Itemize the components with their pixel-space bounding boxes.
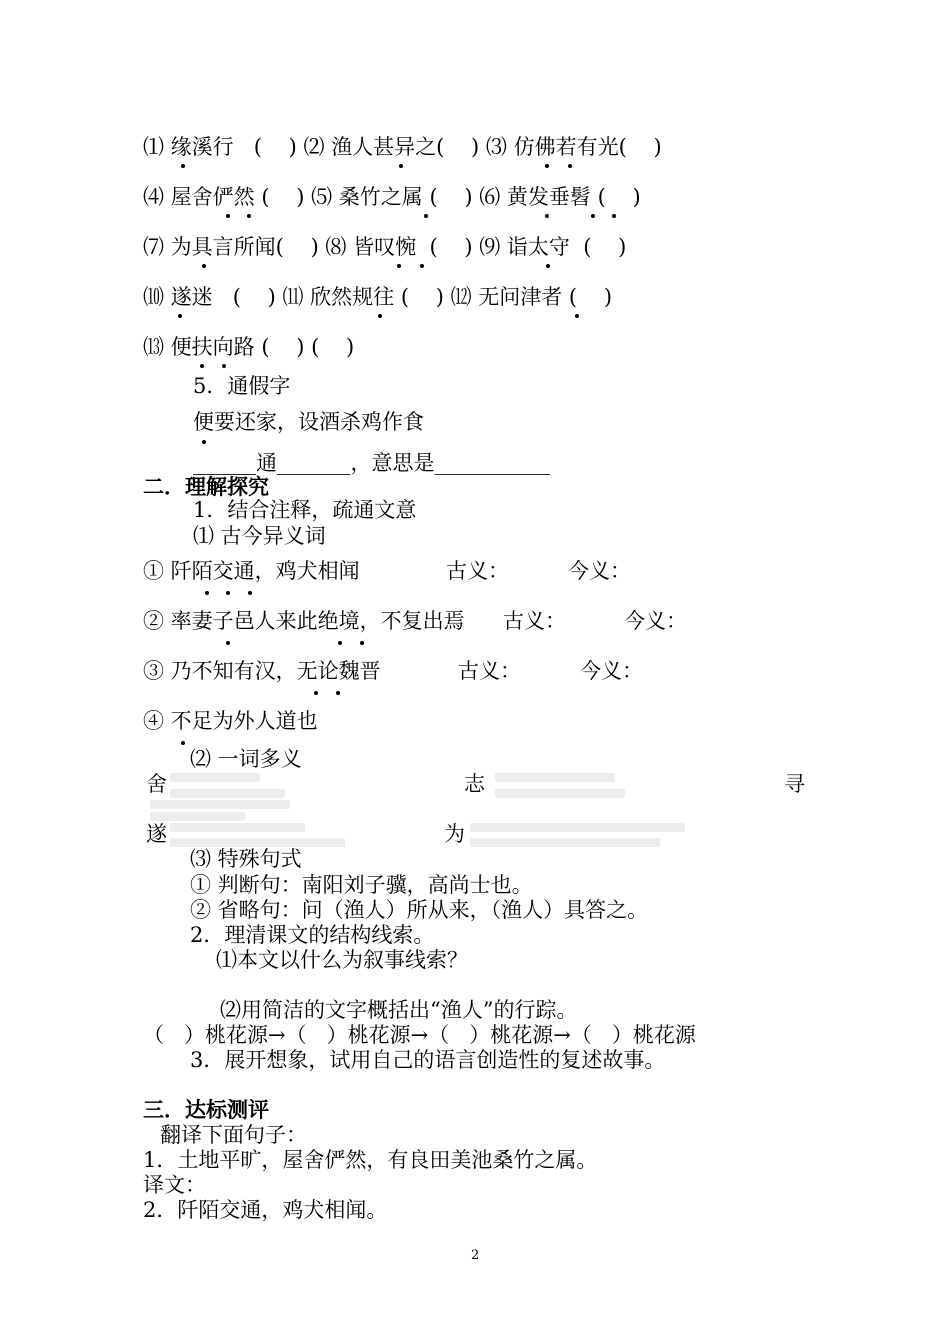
modern-meaning-label: 今义： <box>580 659 643 683</box>
word-item-line-5: ⒀ 便扶向路 ( ) ( ) <box>143 335 355 359</box>
part-heading: 三．达标测评 <box>143 1098 269 1122</box>
polysemy-word: 遂 <box>146 822 167 846</box>
modern-meaning-label: 今义： <box>624 609 687 633</box>
sub-question: ⑴ 古今异义词 <box>193 524 326 548</box>
example-sentence: 便要还家，设酒杀鸡作食 <box>193 410 424 434</box>
sentence-pattern: ② 省略句：问（渔人）所从来，（渔人）具答之。 <box>190 898 649 922</box>
sub-question: ⑵ 一词多义 <box>190 747 302 771</box>
instruction: 翻译下面句子： <box>160 1123 307 1147</box>
route-blanks: （ ）桃花源→（ ）桃花源→（ ）桃花源→（ ）桃花源 <box>143 1023 696 1047</box>
translation-item: 2．阡陌交通，鸡犬相闻。 <box>143 1198 388 1222</box>
section-title: 5．通假字 <box>193 374 291 398</box>
ancient-meaning-label: 古义： <box>446 559 509 583</box>
sub-question: ⑵用简洁的文字概括出“渔人”的行踪。 <box>220 998 578 1022</box>
vocab-item: ③ 乃不知有汉，无论魏晋 <box>143 659 381 683</box>
word-item-line-4: ⑽ 遂迷 ( ) ⑾ 欣然规往 ( ) ⑿ 无问津者 ( ) <box>143 285 613 309</box>
sub-question: ⑴本文以什么为叙事线索？ <box>216 948 468 972</box>
part-heading: 二．理解探究 <box>143 475 269 499</box>
sub-question: ⑶ 特殊句式 <box>190 847 302 871</box>
vocab-item: ① 阡陌交通，鸡犬相闻 <box>143 559 360 583</box>
vocab-item: ② 率妻子邑人来此绝境，不复出焉 <box>143 609 465 633</box>
word-item-line-1: ⑴ 缘溪行 ( ) ⑵ 渔人甚异之( ) ⑶ 仿佛若有光( ) <box>143 135 662 159</box>
modern-meaning-label: 今义： <box>568 559 631 583</box>
word-item-line-3: ⑺ 为具言所闻( ) ⑻ 皆叹惋 ( ) ⑼ 诣太守 ( ) <box>143 235 627 259</box>
question: 1．结合注释，疏通文意 <box>193 498 417 522</box>
ancient-meaning-label: 古义： <box>503 609 566 633</box>
question: 3．展开想象，试用自己的语言创造性的复述故事。 <box>190 1048 666 1072</box>
fill-in-blank: ______通_______，意思是___________ <box>193 451 550 475</box>
translation-item: 1．土地平旷，屋舍俨然，有良田美池桑竹之属。 <box>143 1148 598 1172</box>
vocab-item: ④ 不足为外人道也 <box>143 709 318 733</box>
word-item-line-2: ⑷ 屋舍俨然 ( ) ⑸ 桑竹之属 ( ) ⑹ 黄发垂髫 ( ) <box>143 185 641 209</box>
question: 2．理清课文的结构线索。 <box>190 923 435 947</box>
polysemy-word: 舍 <box>146 772 167 796</box>
ancient-meaning-label: 古义： <box>458 659 521 683</box>
polysemy-word: 志 <box>464 772 485 796</box>
polysemy-word: 寻 <box>784 772 805 796</box>
page-number: 2 <box>471 1248 480 1263</box>
sentence-pattern: ① 判断句：南阳刘子骥，高尚士也。 <box>190 873 533 897</box>
polysemy-word: 为 <box>444 822 465 846</box>
translation-label: 译文： <box>143 1173 206 1197</box>
